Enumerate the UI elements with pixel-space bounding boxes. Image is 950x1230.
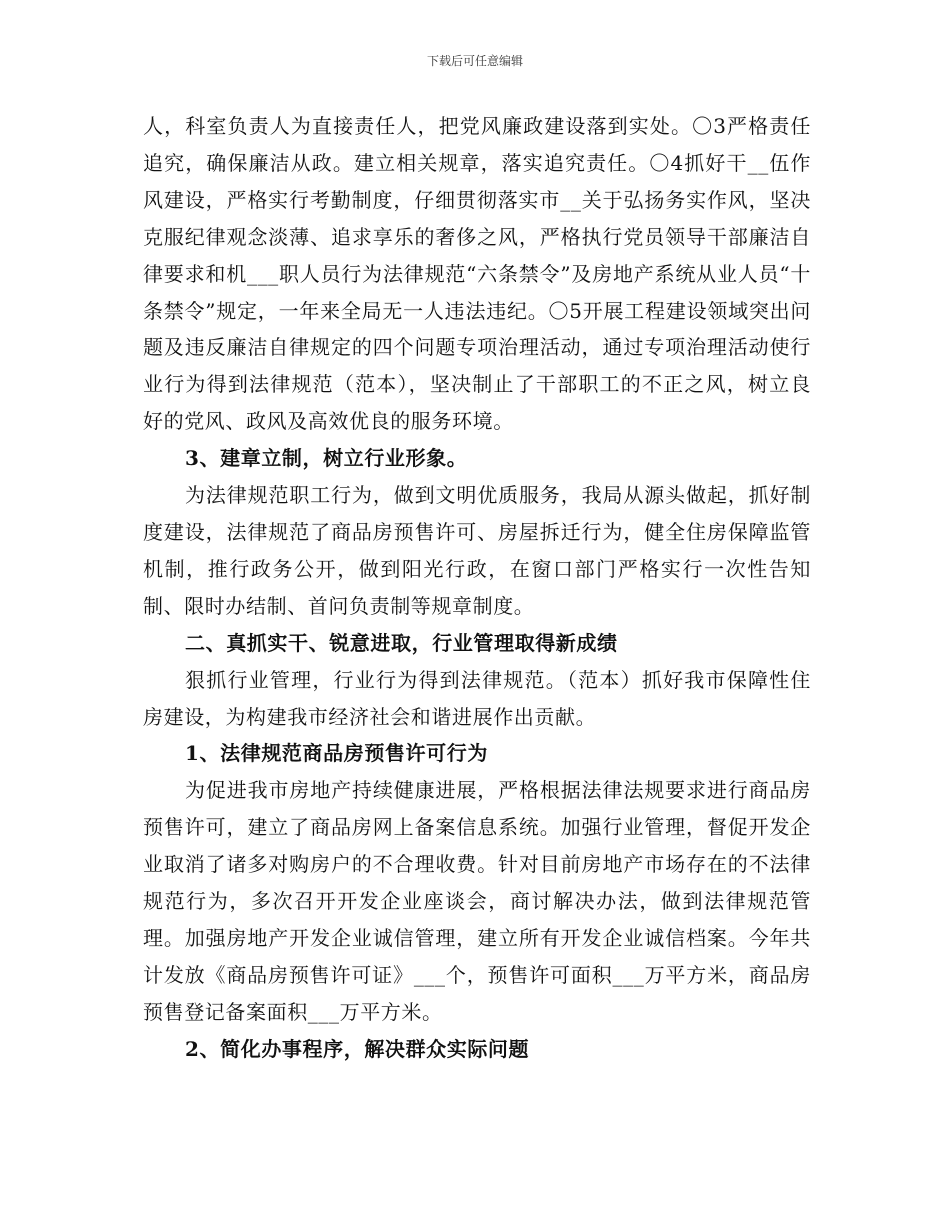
document-body [143,108,811,1068]
section-heading-2: 二、真抓实干、锐意进取，行业管理取得新成绩 [185,630,618,655]
paragraph-industry-management: 狠抓行业管理，行业行为得到法律规范。（范本）抓好我市保障性住房建设，为构建我市经济社会和谐进展作出贡献。 [143,667,811,729]
section-heading-3: 3、建章立制，树立行业形象。 [185,446,468,471]
paragraph-continuation: 人，科室负责人为直接责任人，把党风廉政建设落到实处。〇3严格责任追究，确保廉洁从政。建立相关规章，落实追究责任。〇4抓好干__伍作风建设，严格实行考勤制度，仔细贯彻落实市__关于弘扬务实作风，坚决克服纪律观念淡薄、追求享乐的奢侈之风，严格执行党员领导干部廉洁自律要求和机___职人员行为法律规范“六条禁令”及房地产系统从业人员“十条禁令”规定，一年来全局无一人违法违纪。〇5开展工程建设领域突出问题及违反廉洁自律规定的四个问题专项治理活动，通过专项治理活动使行业行为得到法律规范（范本），坚决制止了干部职工的不正之风，树立良好的党风、政风及高效优良的服务环境。 [143,114,811,434]
paragraph-presale: 为促进我市房地产持续健康进展，严格根据法律法规要求进行商品房预售许可，建立了商品房网上备案信息系统。加强行业管理，督促开发企业取消了诸多对购房户的不合理收费。针对目前房地产市场存在的不法律规范行为，多次召开开发企业座谈会，商讨解决办法，做到法律规范管理。加强房地产开发企业诚信管理，建立所有开发企业诚信档案。今年共计发放《商品房预售许可证》___个，预售许可面积___万平方米，商品房预售登记备案面积___万平方米。 [143,778,811,1024]
page-header: 下载后可任意编辑 [426,54,523,68]
subsection-heading-2: 2、简化办事程序，解决群众实际问题 [185,1036,530,1061]
subsection-heading-1: 1、法律规范商品房预售许可行为 [185,741,488,766]
paragraph-rules: 为法律规范职工行为，做到文明优质服务，我局从源头做起，抓好制度建设，法律规范了商品房预售许可、房屋拆迁行为，健全住房保障监管机制，推行政务公开，做到阳光行政，在窗口部门严格实行一次性告知制、限时办结制、首问负责制等规章制度。 [143,483,811,618]
